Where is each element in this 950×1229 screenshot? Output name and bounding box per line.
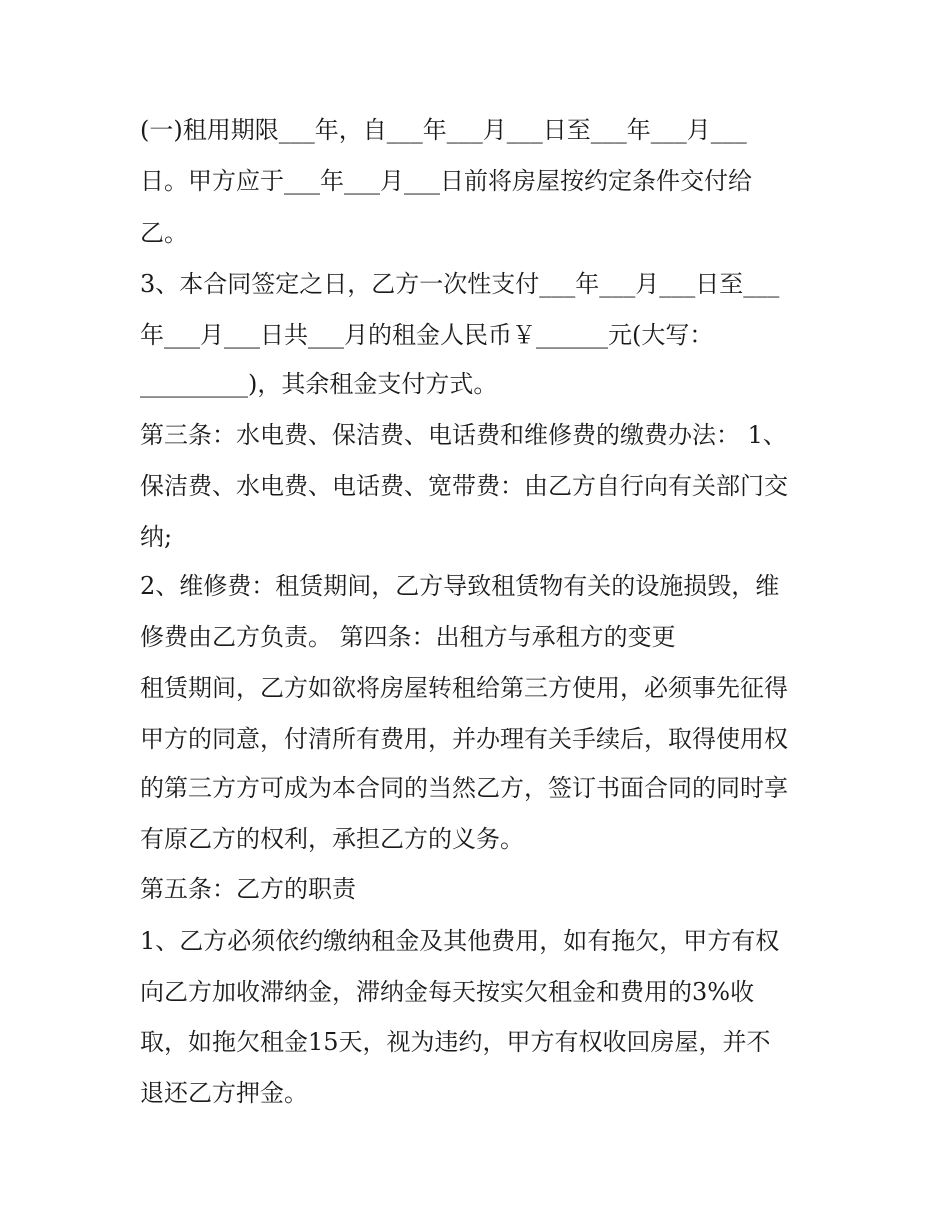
text-line: 的第三方方可成为本合同的当然乙方，签订书面合同的同时享	[140, 774, 788, 802]
text-line: _________)，其余租金支付方式。	[140, 370, 498, 398]
text-line: 租赁期间，乙方如欲将房屋转租给第三方使用，必须事先征得	[140, 674, 788, 702]
text-line: 乙。	[140, 219, 188, 247]
text-line: 1、乙方必须依约缴纳租金及其他费用，如有拖欠，甲方有权	[140, 927, 780, 955]
text-line: 年___月___日共___月的租金人民币￥______元(大写：	[140, 321, 714, 349]
text-line: 甲方的同意，付清所有费用，并办理有关手续后，取得使用权	[140, 725, 788, 753]
text-line: 向乙方加收滞纳金，滞纳金每天按实欠租金和费用的3%收	[140, 978, 755, 1006]
text-line: (一)租用期限___年，自___年___月___日至___年___月___	[140, 116, 747, 144]
text-line: 2、维修费：租赁期间，乙方导致租赁物有关的设施损毁，维	[140, 572, 780, 600]
text-line: 保洁费、水电费、电话费、宽带费：由乙方自行向有关部门交	[140, 472, 788, 500]
text-line: 修费由乙方负责。 第四条：出租方与承租方的变更	[140, 623, 676, 651]
text-line: 日。甲方应于___年___月___日前将房屋按约定条件交付给	[140, 167, 752, 195]
text-line: 纳;	[140, 523, 173, 551]
text-line: 第五条：乙方的职责	[140, 875, 356, 903]
text-line: 第三条：水电费、保洁费、电话费和维修费的缴费办法： 1、	[140, 421, 787, 449]
text-line: 退还乙方押金。	[140, 1079, 308, 1107]
text-line: 取，如拖欠租金15天，视为违约，甲方有权收回房屋，并不	[140, 1028, 771, 1056]
text-line: 3、本合同签定之日，乙方一次性支付___年___月___日至___	[140, 270, 780, 298]
text-line: 有原乙方的权利，承担乙方的义务。	[140, 825, 524, 853]
